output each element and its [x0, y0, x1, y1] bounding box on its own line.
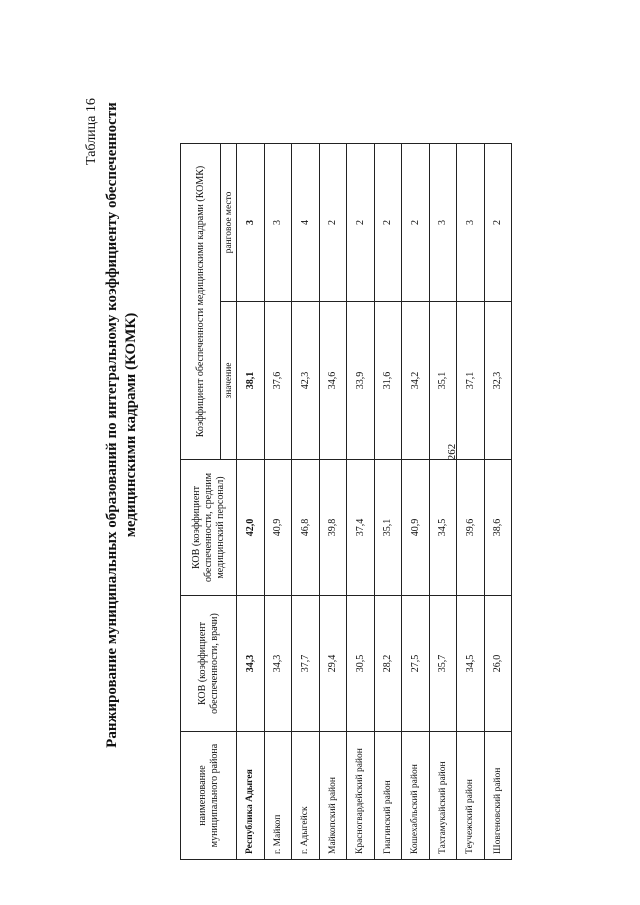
cell-name: Гиагинский район	[374, 732, 402, 860]
cell-kov-doctors: 26,0	[484, 596, 512, 732]
komk-table	[180, 143, 512, 860]
cell-kov-doctors: 34,3	[264, 596, 292, 732]
cell-value: 42,3	[292, 302, 320, 460]
cell-rank: 3	[237, 144, 265, 302]
cell-kov-doctors: 35,7	[429, 596, 457, 732]
cell-name: Красногвардейский район	[347, 732, 375, 860]
cell-value: 38,1	[237, 302, 265, 460]
cell-kov-mid: 40,9	[402, 460, 430, 596]
header-komk: Коэффициент обеспеченности медицинскими кадрами (КОМК)	[181, 144, 221, 460]
table-row	[429, 144, 457, 860]
cell-rank: 3	[457, 144, 485, 302]
cell-kov-doctors: 37,7	[292, 596, 320, 732]
cell-rank: 3	[264, 144, 292, 302]
page-number: 262	[446, 443, 458, 461]
cell-value: 33,9	[347, 302, 375, 460]
cell-kov-doctors: 29,4	[319, 596, 347, 732]
cell-name: Шовгеновский район	[484, 732, 512, 860]
cell-kov-mid: 39,8	[319, 460, 347, 596]
table-body	[237, 144, 512, 860]
cell-value: 34,2	[402, 302, 430, 460]
table-row	[319, 144, 347, 860]
table-row	[292, 144, 320, 860]
cell-kov-doctors: 27,5	[402, 596, 430, 732]
cell-rank: 2	[484, 144, 512, 302]
cell-name: Республика Адыгея	[237, 732, 265, 860]
cell-name: г. Майкоп	[264, 732, 292, 860]
header-value: значение	[221, 302, 237, 460]
cell-rank: 2	[402, 144, 430, 302]
table-row	[484, 144, 512, 860]
table-row	[347, 144, 375, 860]
header-rank: ранговое место	[221, 144, 237, 302]
cell-kov-mid: 37,4	[347, 460, 375, 596]
cell-rank: 2	[347, 144, 375, 302]
cell-value: 31,6	[374, 302, 402, 460]
table-row	[264, 144, 292, 860]
cell-rank: 3	[429, 144, 457, 302]
cell-kov-doctors: 34,3	[237, 596, 265, 732]
cell-kov-mid: 39,6	[457, 460, 485, 596]
cell-kov-mid: 34,5	[429, 460, 457, 596]
cell-kov-doctors: 30,5	[347, 596, 375, 732]
cell-kov-mid: 35,1	[374, 460, 402, 596]
cell-name: Тахтамукайский район	[429, 732, 457, 860]
cell-kov-mid: 46,8	[292, 460, 320, 596]
table-label: Таблица 16	[84, 98, 99, 165]
cell-rank: 2	[319, 144, 347, 302]
cell-name: Теучежский район	[457, 732, 485, 860]
table-row	[457, 144, 485, 860]
cell-rank: 2	[374, 144, 402, 302]
table-title: Ранжирование муниципальных образований по интегральному коэффициенту обеспеченности медицинскими кадрами (КОМК)	[104, 102, 139, 748]
cell-value: 32,3	[484, 302, 512, 460]
cell-kov-mid: 42,0	[237, 460, 265, 596]
cell-kov-mid: 40,9	[264, 460, 292, 596]
header-kov-mid: КОВ (коэффициент обеспеченности, средним медицинский персонал)	[181, 460, 237, 596]
cell-value: 37,1	[457, 302, 485, 460]
cell-value: 34,6	[319, 302, 347, 460]
cell-kov-doctors: 34,5	[457, 596, 485, 732]
cell-name: Кошехабльский район	[402, 732, 430, 860]
cell-kov-doctors: 28,2	[374, 596, 402, 732]
cell-name: г. Адыгейск	[292, 732, 320, 860]
table-row	[402, 144, 430, 860]
header-name: наименование муниципального района	[181, 732, 237, 860]
table-row	[374, 144, 402, 860]
cell-name: Майкопский район	[319, 732, 347, 860]
header-kov-doctors: КОВ (коэффициент обеспеченности, врачи)	[181, 596, 237, 732]
cell-kov-mid: 38,6	[484, 460, 512, 596]
cell-value: 37,6	[264, 302, 292, 460]
cell-rank: 4	[292, 144, 320, 302]
cell-value: 35,1	[429, 302, 457, 460]
table-row	[237, 144, 265, 860]
